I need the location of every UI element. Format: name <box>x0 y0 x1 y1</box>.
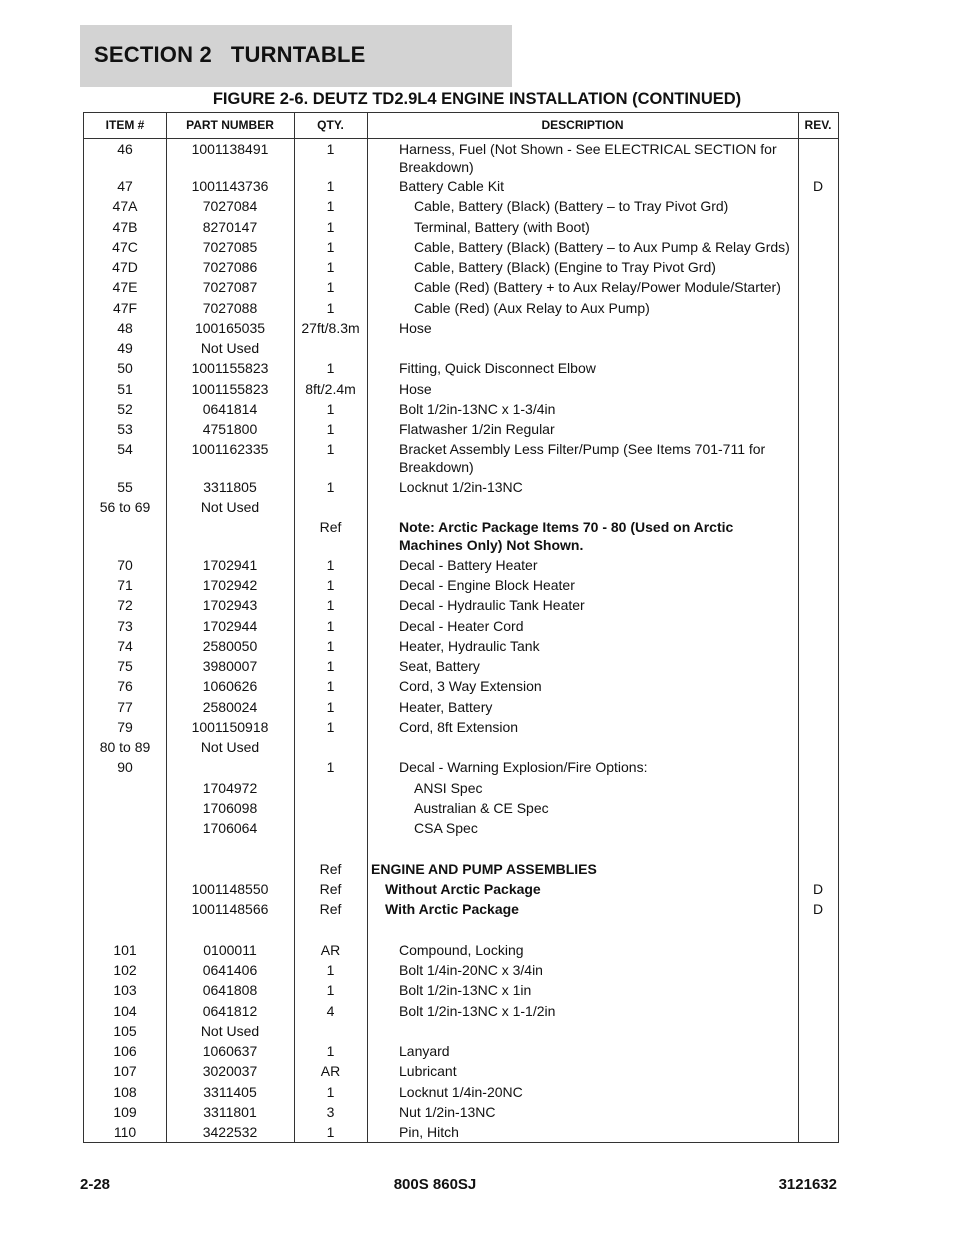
header-item: ITEM # <box>105 118 145 132</box>
item-cell: 53 <box>117 421 133 437</box>
item-cell: 52 <box>117 401 133 417</box>
item-cell: 74 <box>117 638 133 654</box>
part-number-cell: 4751800 <box>202 421 258 437</box>
part-number-cell: 1001155823 <box>191 360 269 376</box>
description-cell: Bolt 1/4in-20NC x 3/4in <box>399 962 543 978</box>
part-number-cell: 1702943 <box>202 597 258 613</box>
qty-cell: 27ft/8.3m <box>301 320 360 336</box>
item-cell: 79 <box>117 719 133 735</box>
item-cell: 76 <box>117 678 133 694</box>
description-cell: Terminal, Battery (with Boot) <box>414 219 590 235</box>
qty-cell: 1 <box>326 178 335 194</box>
item-cell: 102 <box>113 962 137 978</box>
rev-cell: D <box>812 901 824 917</box>
part-number-cell: 1706098 <box>202 800 258 816</box>
part-number-cell: 7027087 <box>202 279 258 295</box>
description-cell: Locknut 1/4in-20NC <box>399 1084 523 1100</box>
header-divider <box>84 138 838 139</box>
description-cell: Lanyard <box>399 1043 450 1059</box>
qty-cell: 3 <box>326 1104 335 1120</box>
qty-cell: AR <box>320 942 341 958</box>
part-number-cell: 3980007 <box>202 658 258 674</box>
description-cell: Heater, Battery <box>399 699 493 715</box>
qty-cell: 8ft/2.4m <box>305 381 356 397</box>
description-cell: Lubricant <box>399 1063 457 1079</box>
item-cell: 47A <box>112 198 138 214</box>
item-cell: 54 <box>117 441 133 457</box>
description-cell: Without Arctic Package <box>385 881 541 897</box>
part-number-cell: 3311405 <box>203 1084 257 1100</box>
description-cell: Battery Cable Kit <box>399 178 505 194</box>
description-cell: Fitting, Quick Disconnect Elbow <box>399 360 596 376</box>
part-number-cell: 7027084 <box>202 198 258 214</box>
item-cell: 47D <box>112 259 138 275</box>
description-cell: Decal - Warning Explosion/Fire Options: <box>399 759 648 775</box>
part-number-cell: 3422532 <box>202 1124 258 1140</box>
part-number-cell: 1001148566 <box>191 901 269 917</box>
description-cell: Cord, 8ft Extension <box>399 719 519 735</box>
qty-cell: 1 <box>326 401 335 417</box>
qty-cell: Ref <box>319 519 342 535</box>
description-cell: Bolt 1/2in-13NC x 1-1/2in <box>399 1003 556 1019</box>
item-cell: 105 <box>113 1023 137 1039</box>
qty-cell: 1 <box>326 421 335 437</box>
item-cell: 80 to 89 <box>99 739 151 755</box>
description-cell: Heater, Hydraulic Tank <box>399 638 540 654</box>
qty-cell: 1 <box>326 759 335 775</box>
column-divider <box>798 113 799 1142</box>
qty-cell: 1 <box>326 577 335 593</box>
item-cell: 101 <box>113 942 137 958</box>
header-qty: QTY. <box>317 118 344 132</box>
description-cell: Seat, Battery <box>399 658 480 674</box>
part-number-cell: 1001138491 <box>191 141 269 157</box>
item-cell: 70 <box>117 557 133 573</box>
description-cell: Cord, 3 Way Extension <box>399 678 542 694</box>
description-cell: Bolt 1/2in-13NC x 1-3/4in <box>399 401 556 417</box>
description-cell: Decal - Hydraulic Tank Heater <box>399 597 585 613</box>
qty-cell: Ref <box>319 901 342 917</box>
qty-cell: 1 <box>326 597 335 613</box>
description-cell: Cable, Battery (Black) (Battery – to Aux Pump & Relay Grds) <box>414 239 790 255</box>
item-cell: 107 <box>113 1063 137 1079</box>
part-number-cell: 1704972 <box>202 780 258 796</box>
part-number-cell: 1702944 <box>202 618 258 634</box>
qty-cell: 1 <box>326 962 335 978</box>
qty-cell: 1 <box>326 638 335 654</box>
section-title: SECTION 2 TURNTABLE <box>94 42 366 67</box>
qty-cell: 1 <box>326 699 335 715</box>
part-number-cell: 100165035 <box>194 320 266 336</box>
part-number-cell: 0641814 <box>202 401 258 417</box>
description-line: Machines Only) Not Shown. <box>399 537 584 553</box>
rev-cell: D <box>812 881 824 897</box>
qty-cell: 1 <box>326 239 335 255</box>
item-cell: 47C <box>112 239 138 255</box>
qty-cell: 4 <box>326 1003 335 1019</box>
description-cell: Cable (Red) (Aux Relay to Aux Pump) <box>414 300 650 316</box>
qty-cell: Ref <box>319 881 342 897</box>
description-cell: Bolt 1/2in-13NC x 1in <box>399 982 532 998</box>
part-number-cell: 0641812 <box>202 1003 258 1019</box>
qty-cell: 1 <box>326 279 335 295</box>
qty-cell: 1 <box>326 618 335 634</box>
part-number-cell: 1001150918 <box>191 719 269 735</box>
part-number-cell: 7027086 <box>202 259 258 275</box>
description-cell: Decal - Battery Heater <box>399 557 538 573</box>
figure-title: FIGURE 2-6. DEUTZ TD2.9L4 ENGINE INSTALLATION (CONTINUED) <box>212 90 742 108</box>
description-cell: Australian & CE Spec <box>414 800 549 816</box>
description-line: Harness, Fuel (Not Shown - See ELECTRICAL SECTION for <box>399 141 777 157</box>
item-cell: 71 <box>117 577 133 593</box>
description-cell <box>367 140 798 176</box>
part-number-cell: 7027088 <box>202 300 258 316</box>
part-number-cell: 3311805 <box>203 479 257 495</box>
part-number-cell: 0100011 <box>203 942 257 958</box>
qty-cell: 1 <box>326 557 335 573</box>
header-part-number: PART NUMBER <box>186 118 274 132</box>
qty-cell: AR <box>320 1063 341 1079</box>
item-cell: 110 <box>113 1124 137 1140</box>
part-number-cell: 2580050 <box>202 638 258 654</box>
qty-cell: 1 <box>326 141 335 157</box>
description-cell: Locknut 1/2in-13NC <box>399 479 523 495</box>
qty-cell: 1 <box>326 982 335 998</box>
part-number-cell: 1001148550 <box>191 881 269 897</box>
part-number-cell: 1702942 <box>202 577 258 593</box>
qty-cell: 1 <box>326 360 335 376</box>
description-cell: Pin, Hitch <box>399 1124 459 1140</box>
description-cell: Decal - Heater Cord <box>399 618 524 634</box>
part-number-cell: 1706064 <box>202 820 258 836</box>
description-cell: Flatwasher 1/2in Regular <box>399 421 555 437</box>
part-number-cell: 0641406 <box>202 962 258 978</box>
item-cell: 90 <box>117 759 133 775</box>
description-cell: ENGINE AND PUMP ASSEMBLIES <box>371 861 597 877</box>
part-number-cell: 1001162335 <box>191 441 269 457</box>
description-cell <box>367 518 798 554</box>
model-label: 800S 860SJ <box>393 1176 477 1193</box>
item-cell: 77 <box>117 699 133 715</box>
description-cell: Nut 1/2in-13NC <box>399 1104 496 1120</box>
description-cell: Compound, Locking <box>399 942 524 958</box>
qty-cell: 1 <box>326 441 335 457</box>
qty-cell: 1 <box>326 1084 335 1100</box>
description-line: Bracket Assembly Less Filter/Pump (See Items 701-711 for <box>399 441 766 457</box>
part-number-cell: 3020037 <box>202 1063 258 1079</box>
qty-cell: 1 <box>326 719 335 735</box>
description-cell: Decal - Engine Block Heater <box>399 577 575 593</box>
description-cell: With Arctic Package <box>385 901 519 917</box>
item-cell: 104 <box>113 1003 137 1019</box>
item-cell: 50 <box>117 360 133 376</box>
part-number-cell: Not Used <box>200 1023 260 1039</box>
qty-cell: Ref <box>319 861 342 877</box>
part-number-cell: 1702941 <box>202 557 258 573</box>
item-cell: 48 <box>117 320 133 336</box>
header-description: DESCRIPTION <box>541 118 624 132</box>
item-cell: 56 to 69 <box>99 499 151 515</box>
qty-cell: 1 <box>326 259 335 275</box>
item-cell: 73 <box>117 618 133 634</box>
part-number-cell: 7027085 <box>202 239 258 255</box>
page-number: 2-28 <box>80 1176 111 1193</box>
qty-cell: 1 <box>326 198 335 214</box>
description-cell: ANSI Spec <box>414 780 483 796</box>
description-cell: Hose <box>399 381 432 397</box>
item-cell: 46 <box>117 141 133 157</box>
item-cell: 47F <box>112 300 138 316</box>
description-line: Note: Arctic Package Items 70 - 80 (Used on Arctic <box>399 519 734 535</box>
part-number-cell: 1060637 <box>202 1043 258 1059</box>
item-cell: 109 <box>113 1104 137 1120</box>
item-cell: 75 <box>117 658 133 674</box>
item-cell: 55 <box>117 479 133 495</box>
doc-number: 3121632 <box>778 1176 837 1193</box>
item-cell: 108 <box>113 1084 137 1100</box>
item-cell: 49 <box>117 340 133 356</box>
description-line: Breakdown) <box>399 159 474 175</box>
qty-cell: 1 <box>326 300 335 316</box>
part-number-cell: 2580024 <box>202 699 258 715</box>
rev-cell: D <box>812 178 824 194</box>
part-number-cell: Not Used <box>200 340 260 356</box>
description-cell: Hose <box>399 320 432 336</box>
item-cell: 51 <box>117 381 133 397</box>
qty-cell: 1 <box>326 658 335 674</box>
item-cell: 47E <box>112 279 138 295</box>
item-cell: 106 <box>113 1043 137 1059</box>
description-line: Breakdown) <box>399 459 474 475</box>
description-cell: Cable, Battery (Black) (Engine to Tray Pivot Grd) <box>414 259 716 275</box>
item-cell: 103 <box>113 982 137 998</box>
part-number-cell: 3311801 <box>203 1104 257 1120</box>
header-rev: REV. <box>804 118 832 132</box>
part-number-cell: 8270147 <box>202 219 258 235</box>
description-cell: Cable (Red) (Battery + to Aux Relay/Power Module/Starter) <box>414 279 781 295</box>
part-number-cell: 1060626 <box>202 678 258 694</box>
qty-cell: 1 <box>326 678 335 694</box>
part-number-cell: Not Used <box>200 739 260 755</box>
description-cell: Cable, Battery (Black) (Battery – to Tray Pivot Grd) <box>414 198 729 214</box>
part-number-cell: 1001143736 <box>191 178 269 194</box>
qty-cell: 1 <box>326 1043 335 1059</box>
item-cell: 47 <box>117 178 133 194</box>
description-cell <box>367 440 798 476</box>
item-cell: 72 <box>117 597 133 613</box>
qty-cell: 1 <box>326 1124 335 1140</box>
part-number-cell: Not Used <box>200 499 260 515</box>
description-cell: CSA Spec <box>414 820 478 836</box>
qty-cell: 1 <box>326 479 335 495</box>
part-number-cell: 1001155823 <box>191 381 269 397</box>
item-cell: 47B <box>112 219 138 235</box>
qty-cell: 1 <box>326 219 335 235</box>
parts-table <box>83 112 839 1143</box>
part-number-cell: 0641808 <box>202 982 258 998</box>
